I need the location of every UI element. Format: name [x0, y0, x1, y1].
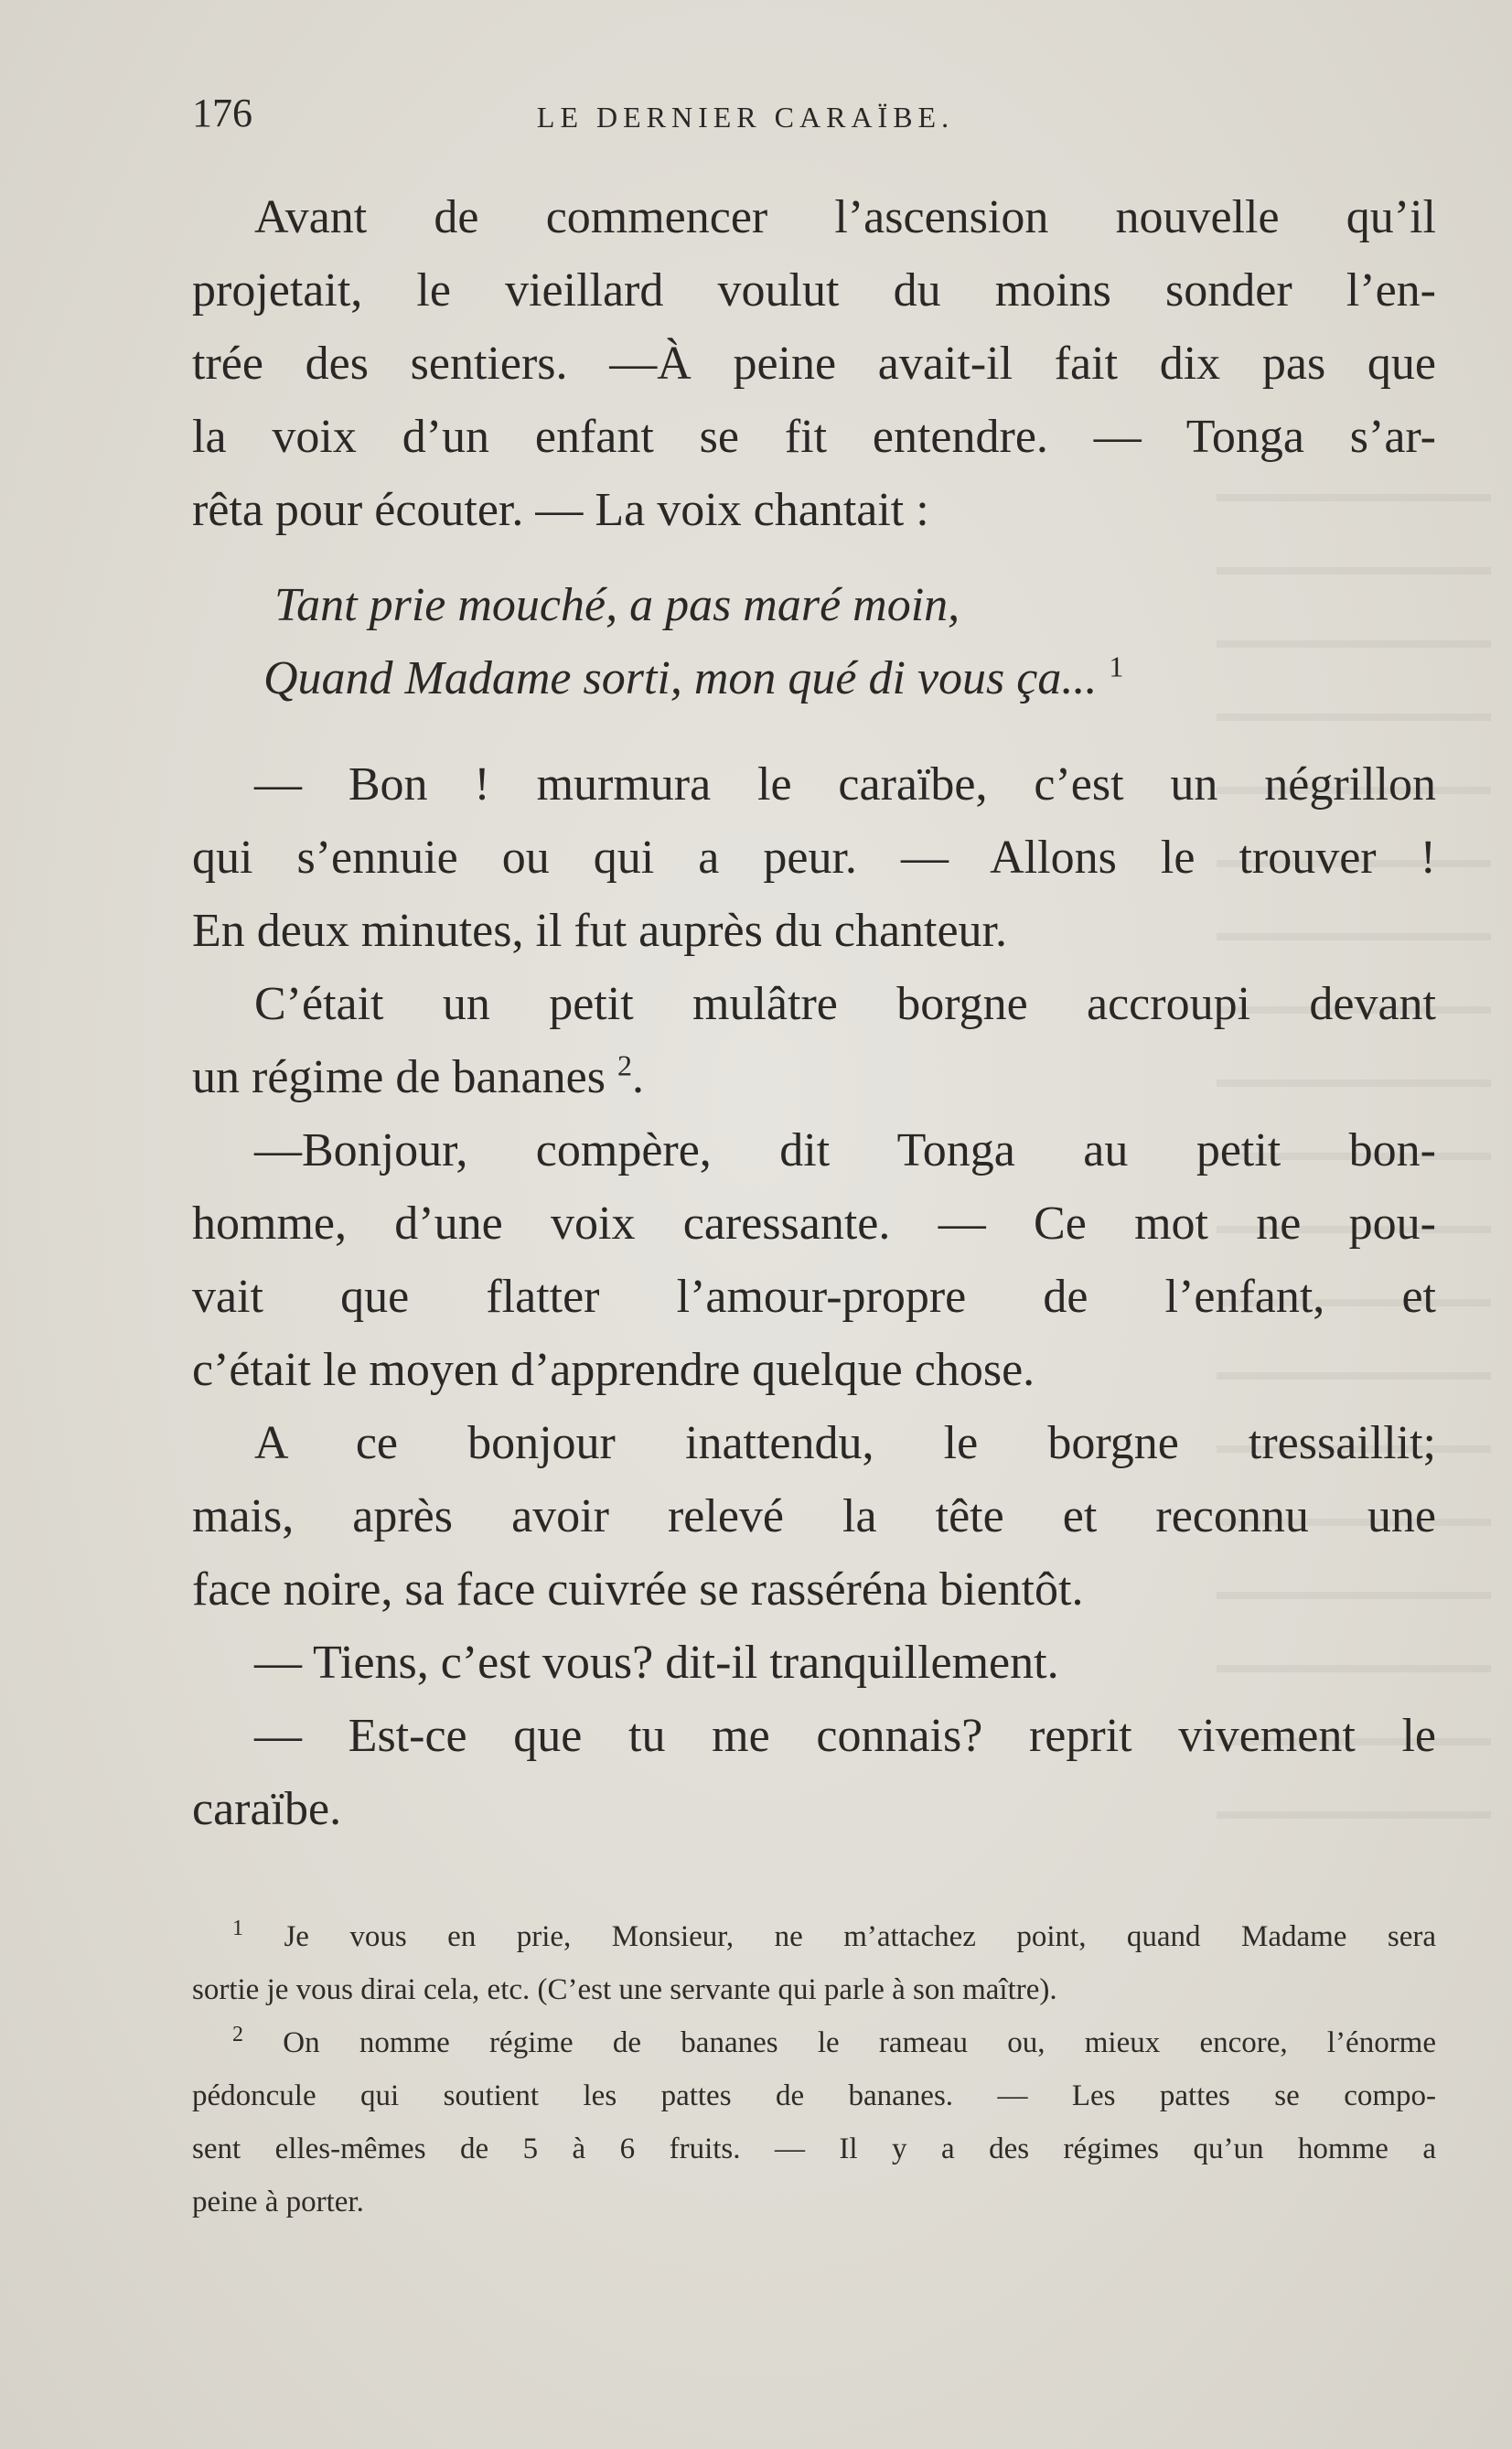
footnote-line: [192, 1910, 1436, 1963]
text-line: [192, 1041, 1436, 1114]
footnote-line: pédoncule qui soutient les pattes de bananes. — Les pattes se compo-: [192, 2079, 1436, 2112]
footnote-ref: 2: [617, 1048, 632, 1082]
footnotes: [192, 1910, 1436, 2229]
text-line: — Bon ! murmura le caraïbe, c’est un négrillon: [254, 758, 1436, 811]
text-line: En deux minutes, il fut auprès du chanteur.: [192, 905, 1008, 957]
text-line: mais, après avoir relevé la tête et reconnu une: [192, 1490, 1436, 1542]
running-head: LE DERNIER CARAÏBE.: [536, 101, 955, 134]
page-header: [192, 90, 1436, 145]
text-line: — Tiens, c’est vous? dit-il tranquillement.: [254, 1637, 1059, 1689]
text-line: face noire, sa face cuivrée se rasséréna bientôt.: [192, 1563, 1084, 1616]
footnote-ref: 1: [1109, 650, 1124, 683]
footnote-text: Je vous en prie, Monsieur, ne m’attachez point, quand Madame sera: [284, 1920, 1437, 1953]
footnote-line: sortie je vous dirai cela, etc. (C’est une servante qui parle à son maître).: [192, 1973, 1057, 2006]
text-line: projetait, le vieillard voulut du moins sonder l’en-: [192, 264, 1436, 317]
footnote-mark: 2: [232, 2023, 243, 2046]
text-line: vait que flatter l’amour-propre de l’enfant, et: [192, 1271, 1436, 1323]
verse-line: [263, 642, 1436, 715]
text-line: c’était le moyen d’apprendre quelque chose.: [192, 1344, 1035, 1396]
text-line: trée des sentiers. —À peine avait-il fait dix pas que: [192, 338, 1436, 390]
text-line: homme, d’une voix caressante. — Ce mot ne pou-: [192, 1198, 1436, 1250]
footnote-line: peine à porter.: [192, 2186, 364, 2218]
verse-line-text: Quand Madame sorti, mon qué di vous ça...: [263, 652, 1098, 704]
page-number: 176: [192, 91, 252, 135]
text-line: C’était un petit mulâtre borgne accroupi devant: [254, 978, 1436, 1030]
text-line: Avant de commencer l’ascension nouvelle qu’il: [254, 191, 1436, 243]
text-line: —Bonjour, compère, dit Tonga au petit bon-: [254, 1124, 1436, 1176]
text-line: caraïbe.: [192, 1783, 342, 1835]
text-line: la voix d’un enfant se fit entendre. — Tonga s’ar-: [192, 411, 1436, 463]
text-fragment: .: [631, 1051, 644, 1103]
text-fragment: un régime de bananes: [192, 1051, 606, 1103]
text-line: — Est-ce que tu me connais? reprit vivement le: [254, 1710, 1436, 1762]
text-line: qui s’ennuie ou qui a peur. — Allons le trouver !: [192, 832, 1436, 884]
verse-line: Tant prie mouché, a pas maré moin,: [274, 579, 960, 631]
text-line: rêta pour écouter. — La voix chantait :: [192, 484, 929, 536]
footnote-mark: 1: [232, 1917, 243, 1940]
footnote-line: [192, 2016, 1436, 2069]
footnote-text: On nomme régime de bananes le rameau ou, mieux encore, l’énorme: [283, 2026, 1436, 2059]
footnote-line: sent elles-mêmes de 5 à 6 fruits. — Il y a des régimes qu’un homme a: [192, 2132, 1436, 2165]
text-line: A ce bonjour inattendu, le borgne tressaillit;: [254, 1417, 1436, 1469]
verse-quotation: [192, 569, 1436, 715]
body-text: [192, 181, 1436, 1846]
